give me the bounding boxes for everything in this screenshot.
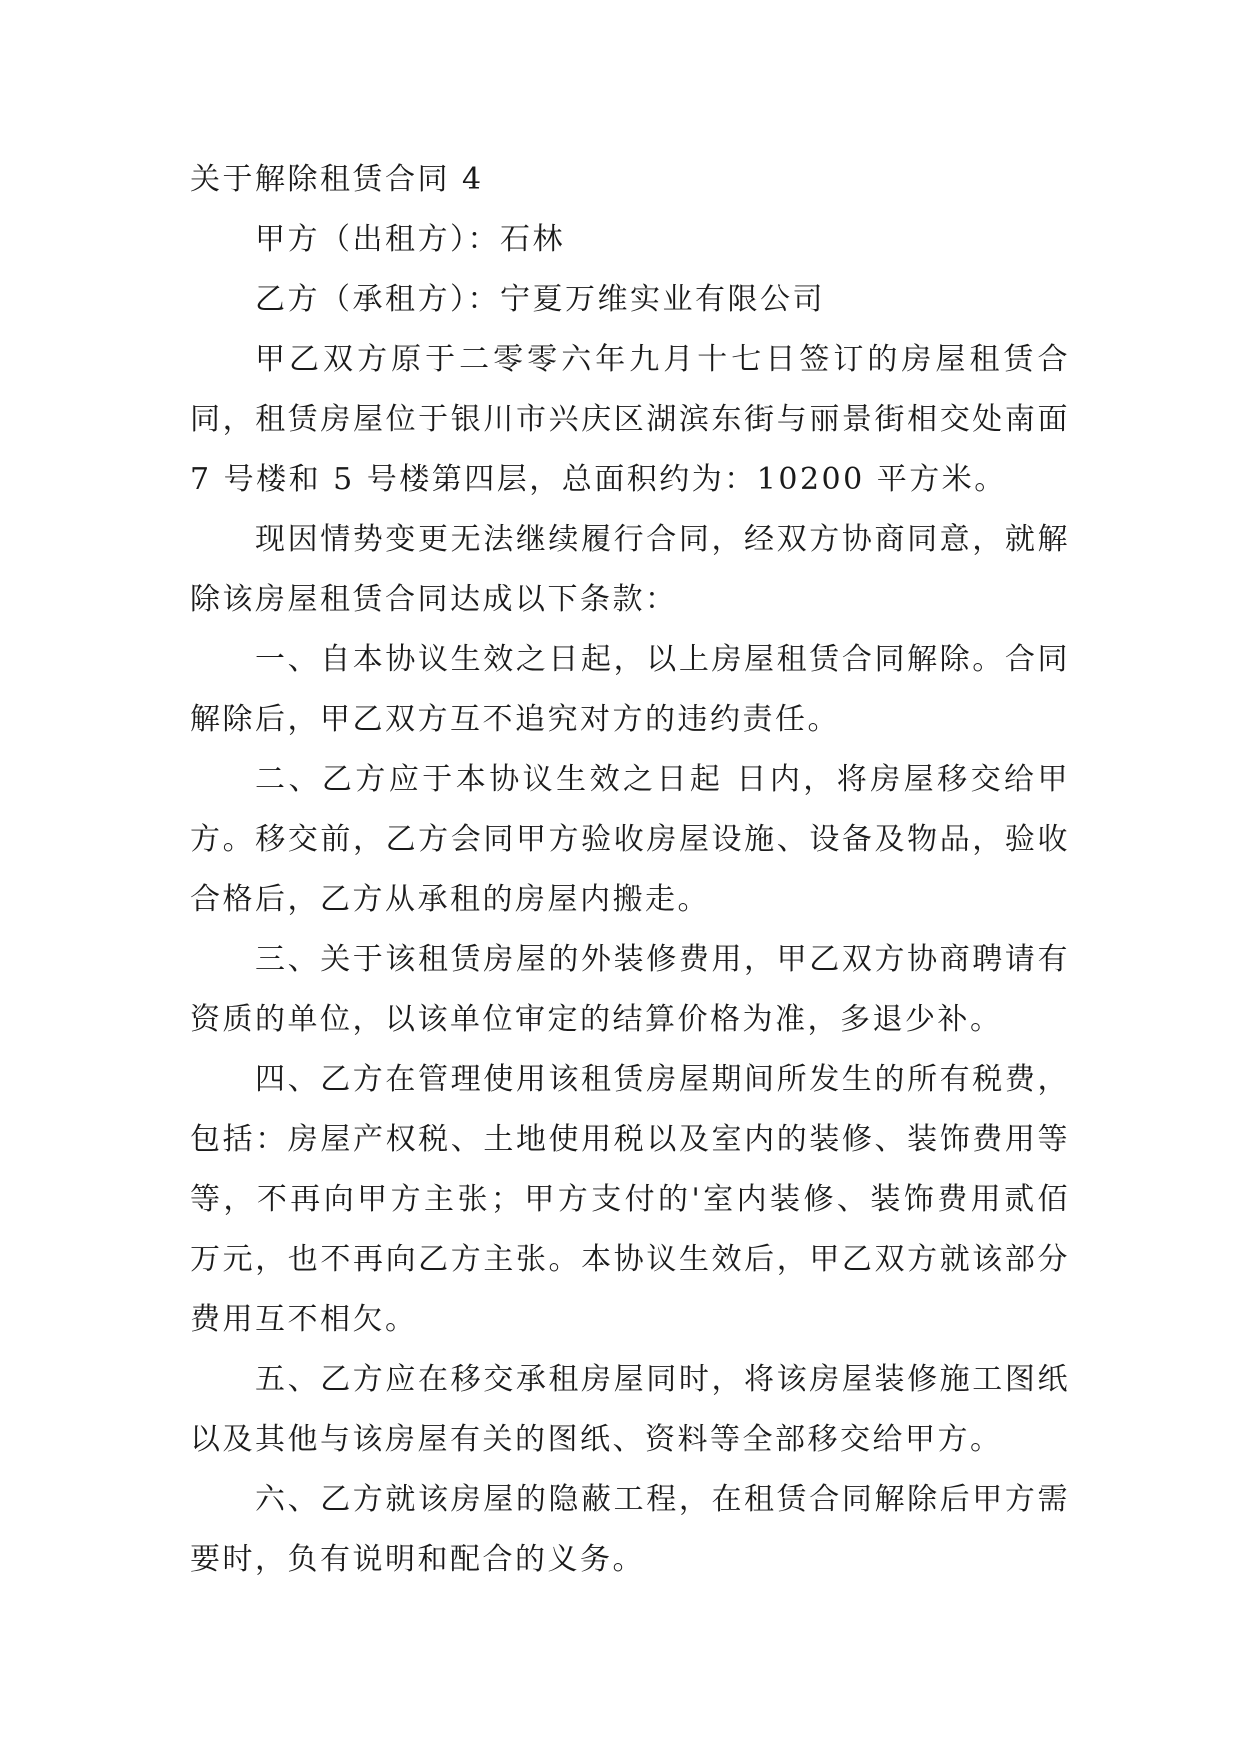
clause-3: 三、关于该租赁房屋的外装修费用，甲乙双方协商聘请有资质的单位，以该单位审定的结算价格为准，多退少补。 [190,942,1070,1037]
clause-1: 一、自本协议生效之日起，以上房屋租赁合同解除。合同解除后，甲乙双方互不追究对方的违约责任。 [190,642,1070,737]
clause-2: 二、乙方应于本协议生效之日起 日内，将房屋移交给甲方。移交前，乙方会同甲方验收房屋设施、设备及物品，验收合格后，乙方从承租的房屋内搬走。 [190,762,1070,917]
paragraph-intro: 现因情势变更无法继续履行合同，经双方协商同意，就解除该房屋租赁合同达成以下条款： [190,522,1070,617]
document-body [190,150,1070,1590]
clause-6: 六、乙方就该房屋的隐蔽工程，在租赁合同解除后甲方需要时，负有说明和配合的义务。 [190,1482,1070,1577]
document-title: 关于解除租赁合同 4 [190,162,484,197]
paragraph-background: 甲乙双方原于二零零六年九月十七日签订的房屋租赁合同，租赁房屋位于银川市兴庆区湖滨东街与丽景街相交处南面 7 号楼和 5 号楼第四层，总面积约为：10200 平方米。 [190,342,1070,497]
party-a-line: 甲方（出租方）：石林 [255,222,565,257]
clause-5: 五、乙方应在移交承租房屋同时，将该房屋装修施工图纸以及其他与该房屋有关的图纸、资料等全部移交给甲方。 [190,1362,1070,1457]
party-b-line: 乙方（承租方）：宁夏万维实业有限公司 [255,282,825,317]
clause-4: 四、乙方在管理使用该租赁房屋期间所发生的所有税费，包括：房屋产权税、土地使用税以及室内的装修、装饰费用等等，不再向甲方主张；甲方支付的'室内装修、装饰费用贰佰万元，也不再向乙方主张。本协议生效后，甲乙双方就该部分费用互不相欠。 [190,1062,1070,1337]
